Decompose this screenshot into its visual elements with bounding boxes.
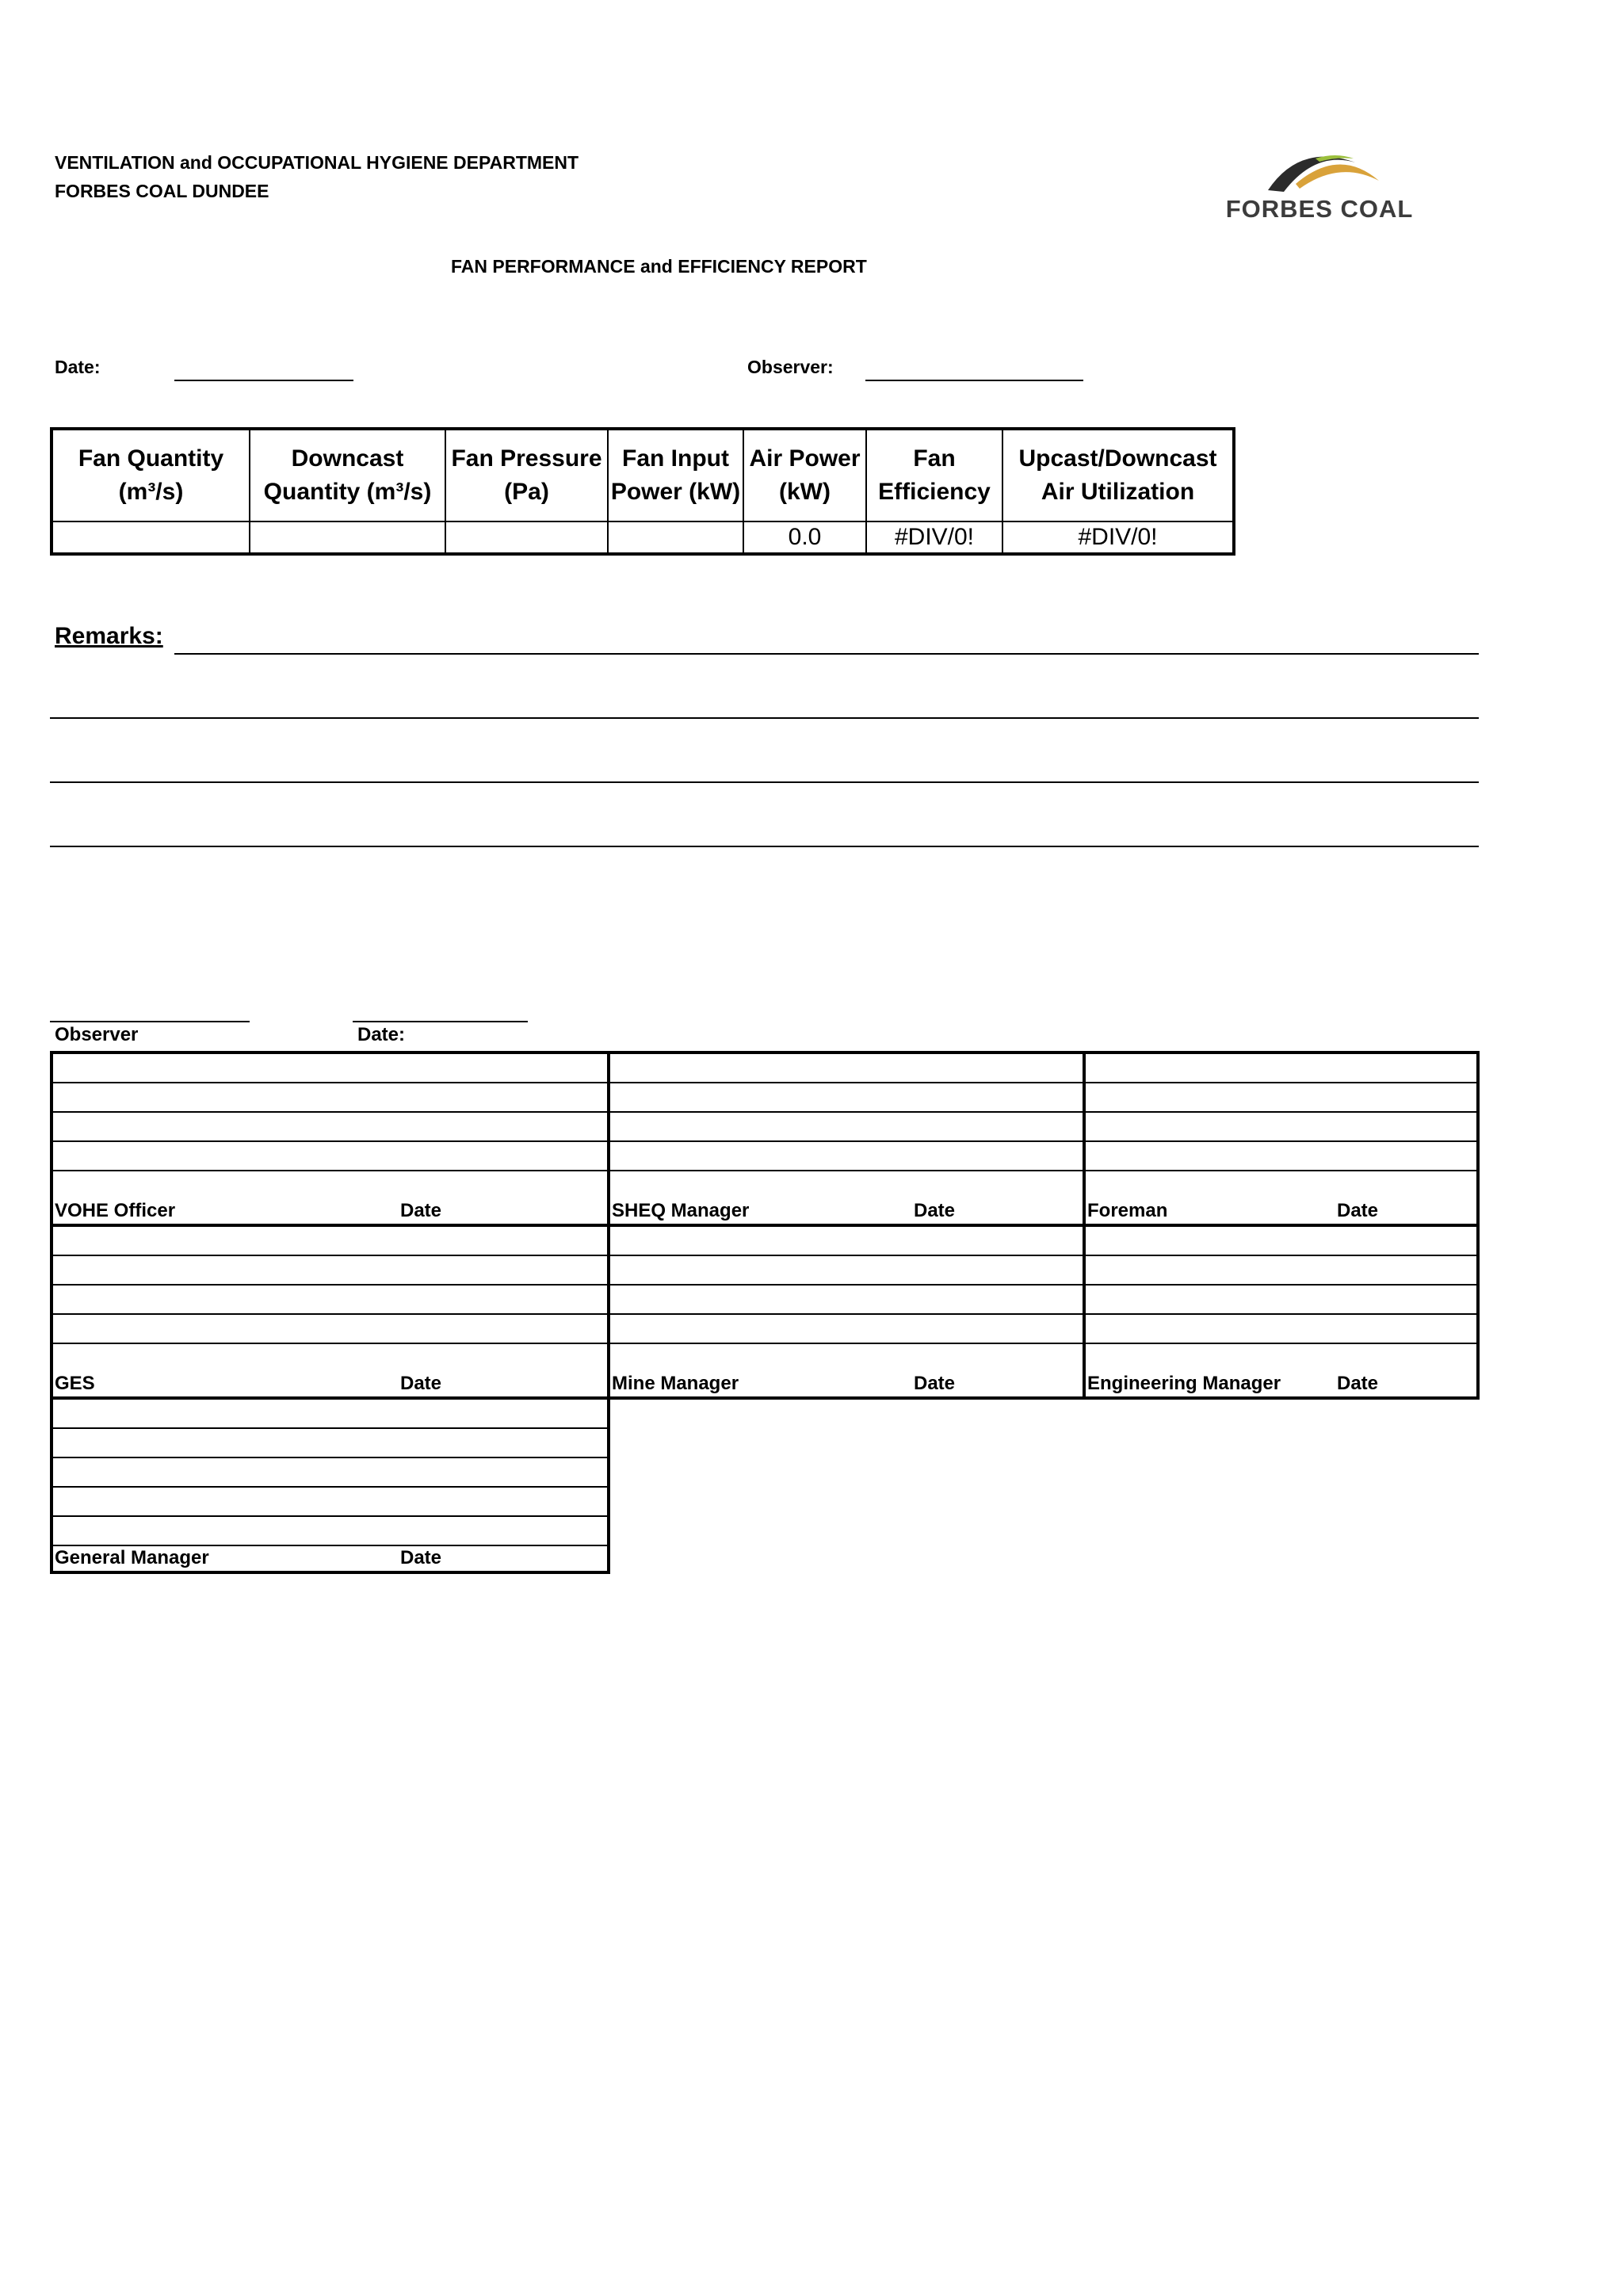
signoff-date: Date — [914, 1373, 956, 1394]
signoff-block-general-manager[interactable] — [50, 1396, 610, 1574]
logo-arc-icon — [1220, 143, 1419, 198]
forbes-coal-logo — [1220, 143, 1419, 230]
remarks-line[interactable] — [174, 653, 1479, 655]
signoff-role: GES — [55, 1373, 95, 1394]
site-name: FORBES COAL DUNDEE — [55, 181, 269, 201]
signoff-date: Date — [400, 1200, 442, 1221]
fan-efficiency-cell: #DIV/0! — [866, 521, 1002, 554]
fan-performance-table — [50, 427, 1235, 556]
signoff-block-vohe-officer[interactable] — [50, 1051, 610, 1227]
department-title: VENTILATION and OCCUPATIONAL HYGIENE DEPARTMENT — [55, 152, 579, 173]
observer-date-label: Date: — [357, 1024, 406, 1045]
signoff-role: Foreman — [1087, 1200, 1168, 1221]
date-label: Date: — [55, 357, 101, 377]
air-power-cell: 0.0 — [743, 521, 866, 554]
signoff-role: Engineering Manager — [1087, 1373, 1281, 1394]
column-header: Upcast/Downcast Air Utilization — [1002, 429, 1234, 521]
signoff-date: Date — [400, 1373, 442, 1394]
remarks-line[interactable] — [50, 781, 1479, 783]
signoff-role: VOHE Officer — [55, 1200, 176, 1221]
fan-input-power-cell[interactable] — [608, 521, 743, 554]
table-row — [52, 521, 1234, 554]
remarks-line[interactable] — [50, 846, 1479, 847]
signoff-role: Mine Manager — [612, 1373, 739, 1394]
column-header: Downcast Quantity (m³/s) — [250, 429, 445, 521]
signoff-date: Date — [1337, 1373, 1379, 1394]
column-header: Fan Efficiency — [866, 429, 1002, 521]
remarks-line[interactable] — [50, 717, 1479, 719]
column-header: Fan Quantity (m³/s) — [52, 429, 250, 521]
air-utilization-cell: #DIV/0! — [1002, 521, 1234, 554]
downcast-quantity-cell[interactable] — [250, 521, 445, 554]
table-header-row — [52, 429, 1234, 521]
signoff-block-ges[interactable] — [50, 1224, 610, 1400]
observer-date-line[interactable] — [353, 1021, 528, 1022]
fan-quantity-cell[interactable] — [52, 521, 250, 554]
signoff-role: General Manager — [55, 1547, 209, 1568]
fan-pressure-cell[interactable] — [445, 521, 608, 554]
date-field[interactable] — [174, 380, 353, 381]
remarks-label: Remarks: — [55, 623, 163, 649]
observer-label: Observer: — [747, 357, 834, 377]
signoff-date: Date — [914, 1200, 956, 1221]
column-header: Fan Pressure (Pa) — [445, 429, 608, 521]
signoff-date: Date — [1337, 1200, 1379, 1221]
signoff-block-engineering-manager[interactable] — [1083, 1224, 1480, 1400]
column-header: Fan Input Power (kW) — [608, 429, 743, 521]
logo-text: FORBES COAL — [1225, 195, 1414, 223]
observer-field[interactable] — [865, 380, 1083, 381]
signoff-block-foreman[interactable] — [1083, 1051, 1480, 1227]
column-header: Air Power (kW) — [743, 429, 866, 521]
report-title: FAN PERFORMANCE and EFFICIENCY REPORT — [451, 256, 867, 277]
observer-signature-line[interactable] — [50, 1021, 250, 1022]
signoff-block-sheq-manager[interactable] — [607, 1051, 1086, 1227]
observer-sign-label: Observer — [55, 1024, 139, 1045]
signoff-role: SHEQ Manager — [612, 1200, 750, 1221]
signoff-block-mine-manager[interactable] — [607, 1224, 1086, 1400]
signoff-date: Date — [400, 1547, 442, 1568]
